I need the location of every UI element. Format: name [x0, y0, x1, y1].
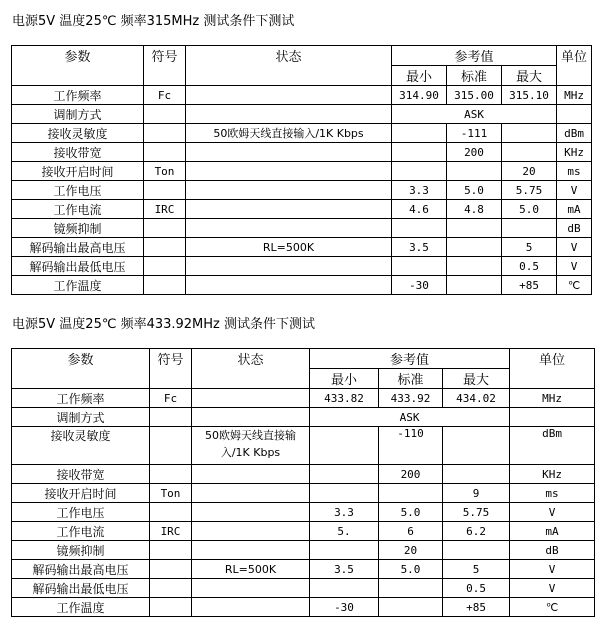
typ-cell — [379, 579, 443, 598]
unit-cell: mA — [557, 200, 592, 219]
header-unit: 单位 — [510, 349, 595, 389]
max-cell: 5.0 — [502, 200, 557, 219]
header-symbol: 符号 — [144, 46, 186, 86]
condition-cell — [192, 522, 310, 541]
max-cell — [502, 143, 557, 162]
condition-cell: RL=500K — [186, 238, 392, 257]
symbol-cell — [150, 503, 192, 522]
param-cell: 工作温度 — [12, 276, 144, 295]
unit-cell: mA — [510, 522, 595, 541]
unit-cell: ℃ — [510, 598, 595, 617]
condition-cell — [186, 181, 392, 200]
max-cell — [502, 219, 557, 238]
symbol-cell — [150, 427, 192, 465]
header-unit: 单位 — [557, 46, 592, 86]
condition-cell: 50欧姆天线直接输入/1K Kbps — [186, 124, 392, 143]
max-cell — [443, 465, 510, 484]
symbol-cell: Ton — [150, 484, 192, 503]
min-cell — [392, 143, 447, 162]
header-row — [12, 349, 595, 369]
typ-cell: 433.92 — [379, 389, 443, 408]
symbol-cell — [150, 465, 192, 484]
unit-cell: V — [510, 503, 595, 522]
param-cell: 解码输出最高电压 — [12, 238, 144, 257]
symbol-cell: Fc — [150, 389, 192, 408]
condition-cell — [192, 598, 310, 617]
condition-cell — [192, 484, 310, 503]
header-condition: 状态 — [186, 46, 392, 86]
symbol-cell: IRC — [144, 200, 186, 219]
table-row — [12, 105, 592, 124]
table-row — [12, 522, 595, 541]
condition-cell: RL=500K — [192, 560, 310, 579]
param-cell: 解码输出最低电压 — [12, 579, 150, 598]
condition-cell — [192, 503, 310, 522]
max-cell: 315.10 — [502, 86, 557, 105]
min-cell — [310, 579, 379, 598]
min-cell — [392, 257, 447, 276]
symbol-cell — [150, 408, 192, 427]
max-cell: 9 — [443, 484, 510, 503]
min-cell: 3.5 — [392, 238, 447, 257]
min-cell: -30 — [392, 276, 447, 295]
min-cell: 4.6 — [392, 200, 447, 219]
min-cell: 5. — [310, 522, 379, 541]
min-cell: 3.3 — [310, 503, 379, 522]
max-cell — [443, 541, 510, 560]
symbol-cell: IRC — [150, 522, 192, 541]
symbol-cell — [144, 124, 186, 143]
min-cell: 3.3 — [392, 181, 447, 200]
header-min: 最小 — [392, 66, 447, 86]
min-cell — [392, 219, 447, 238]
typ-cell: 5.0 — [379, 503, 443, 522]
spec-table-315mhz — [11, 45, 592, 295]
symbol-cell — [150, 579, 192, 598]
min-cell — [392, 162, 447, 181]
condition-cell — [186, 276, 392, 295]
condition-cell — [192, 389, 310, 408]
typ-cell — [379, 598, 443, 617]
param-cell: 工作频率 — [12, 389, 150, 408]
table-row — [12, 276, 592, 295]
symbol-cell — [144, 105, 186, 124]
table-row — [12, 579, 595, 598]
condition-cell — [186, 200, 392, 219]
min-cell — [310, 541, 379, 560]
unit-cell: dBm — [557, 124, 592, 143]
typ-cell: 5.0 — [379, 560, 443, 579]
param-cell: 解码输出最高电压 — [12, 560, 150, 579]
symbol-cell — [144, 219, 186, 238]
param-cell: 接收开启时间 — [12, 162, 144, 181]
param-cell: 调制方式 — [12, 408, 150, 427]
header-param: 参数 — [12, 46, 144, 86]
unit-cell: MHz — [557, 86, 592, 105]
table-1-caption: 电源5V 温度25℃ 频率315MHz 测试条件下测试 — [12, 14, 295, 29]
unit-cell: V — [557, 181, 592, 200]
symbol-cell — [144, 257, 186, 276]
header-min: 最小 — [310, 369, 379, 389]
max-cell — [502, 124, 557, 143]
unit-cell — [557, 105, 592, 124]
typ-cell: 200 — [379, 465, 443, 484]
symbol-cell — [144, 181, 186, 200]
table-row — [12, 124, 592, 143]
condition-cell — [186, 86, 392, 105]
max-cell: 6.2 — [443, 522, 510, 541]
typ-cell: 5.0 — [447, 181, 502, 200]
symbol-cell — [144, 143, 186, 162]
table-row — [12, 219, 592, 238]
unit-cell: MHz — [510, 389, 595, 408]
header-max: 最大 — [502, 66, 557, 86]
typ-cell — [379, 484, 443, 503]
param-cell: 接收灵敏度 — [12, 124, 144, 143]
table-2-caption: 电源5V 温度25℃ 频率433.92MHz 测试条件下测试 — [12, 317, 316, 332]
typ-cell — [447, 219, 502, 238]
typ-cell: 6 — [379, 522, 443, 541]
unit-cell: V — [557, 257, 592, 276]
min-cell: 433.82 — [310, 389, 379, 408]
max-cell: 5 — [502, 238, 557, 257]
max-cell — [443, 427, 510, 465]
param-cell: 工作频率 — [12, 86, 144, 105]
table-row — [12, 560, 595, 579]
unit-cell: ℃ — [557, 276, 592, 295]
unit-cell: ms — [510, 484, 595, 503]
modulation-cell: ASK — [310, 408, 510, 427]
table-row — [12, 465, 595, 484]
table-row — [12, 503, 595, 522]
header-max: 最大 — [443, 369, 510, 389]
min-cell — [310, 427, 379, 465]
condition-cell — [186, 143, 392, 162]
min-cell — [392, 124, 447, 143]
max-cell: +85 — [502, 276, 557, 295]
modulation-cell: ASK — [392, 105, 557, 124]
condition-cell — [186, 162, 392, 181]
param-cell: 接收开启时间 — [12, 484, 150, 503]
header-reference: 参考值 — [392, 46, 557, 66]
unit-cell: V — [510, 560, 595, 579]
symbol-cell — [150, 560, 192, 579]
min-cell: -30 — [310, 598, 379, 617]
table-row — [12, 143, 592, 162]
unit-cell: dBm — [510, 427, 595, 465]
condition-cell — [192, 541, 310, 560]
header-symbol: 符号 — [150, 349, 192, 389]
param-cell: 调制方式 — [12, 105, 144, 124]
unit-cell: V — [557, 238, 592, 257]
param-cell: 接收灵敏度 — [12, 427, 150, 465]
min-cell — [310, 465, 379, 484]
symbol-cell — [150, 598, 192, 617]
max-cell: 434.02 — [443, 389, 510, 408]
param-cell: 工作电流 — [12, 200, 144, 219]
condition-cell — [192, 579, 310, 598]
spec-table-433mhz — [11, 348, 595, 617]
min-cell: 3.5 — [310, 560, 379, 579]
min-cell — [310, 484, 379, 503]
param-cell: 工作电流 — [12, 522, 150, 541]
condition-cell: 50欧姆天线直接输入/1K Kbps — [192, 427, 310, 465]
max-cell: +85 — [443, 598, 510, 617]
table-row — [12, 598, 595, 617]
max-cell: 0.5 — [443, 579, 510, 598]
condition-cell — [186, 105, 392, 124]
unit-cell: V — [510, 579, 595, 598]
typ-cell — [447, 276, 502, 295]
unit-cell — [510, 408, 595, 427]
condition-cell — [186, 257, 392, 276]
table-row — [12, 238, 592, 257]
header-typ: 标准 — [379, 369, 443, 389]
max-cell: 5.75 — [502, 181, 557, 200]
symbol-cell: Ton — [144, 162, 186, 181]
typ-cell: -110 — [379, 427, 443, 465]
typ-cell: 20 — [379, 541, 443, 560]
symbol-cell — [144, 238, 186, 257]
typ-cell: 315.00 — [447, 86, 502, 105]
unit-cell: KHz — [557, 143, 592, 162]
typ-cell — [447, 238, 502, 257]
typ-cell: 200 — [447, 143, 502, 162]
table-row — [12, 200, 592, 219]
max-cell: 5 — [443, 560, 510, 579]
table-row — [12, 408, 595, 427]
param-cell: 解码输出最低电压 — [12, 257, 144, 276]
symbol-cell — [144, 276, 186, 295]
table-row — [12, 484, 595, 503]
unit-cell: dB — [557, 219, 592, 238]
header-condition: 状态 — [192, 349, 310, 389]
table-row — [12, 181, 592, 200]
param-cell: 工作温度 — [12, 598, 150, 617]
table-row — [12, 162, 592, 181]
param-cell: 接收带宽 — [12, 465, 150, 484]
table-row — [12, 86, 592, 105]
header-row — [12, 46, 592, 66]
table-row — [12, 541, 595, 560]
param-cell: 接收带宽 — [12, 143, 144, 162]
typ-cell — [447, 162, 502, 181]
typ-cell — [447, 257, 502, 276]
header-param: 参数 — [12, 349, 150, 389]
condition-cell — [192, 408, 310, 427]
symbol-cell — [150, 541, 192, 560]
unit-cell: KHz — [510, 465, 595, 484]
table-row — [12, 427, 595, 465]
max-cell: 5.75 — [443, 503, 510, 522]
typ-cell: -111 — [447, 124, 502, 143]
condition-cell — [192, 465, 310, 484]
unit-cell: ms — [557, 162, 592, 181]
min-cell: 314.90 — [392, 86, 447, 105]
condition-cell — [186, 219, 392, 238]
table-row — [12, 389, 595, 408]
param-cell: 镜频抑制 — [12, 541, 150, 560]
unit-cell: dB — [510, 541, 595, 560]
max-cell: 0.5 — [502, 257, 557, 276]
param-cell: 工作电压 — [12, 181, 144, 200]
header-typ: 标准 — [447, 66, 502, 86]
param-cell: 镜频抑制 — [12, 219, 144, 238]
table-row — [12, 257, 592, 276]
header-reference: 参考值 — [310, 349, 510, 369]
symbol-cell: Fc — [144, 86, 186, 105]
param-cell: 工作电压 — [12, 503, 150, 522]
typ-cell: 4.8 — [447, 200, 502, 219]
max-cell: 20 — [502, 162, 557, 181]
